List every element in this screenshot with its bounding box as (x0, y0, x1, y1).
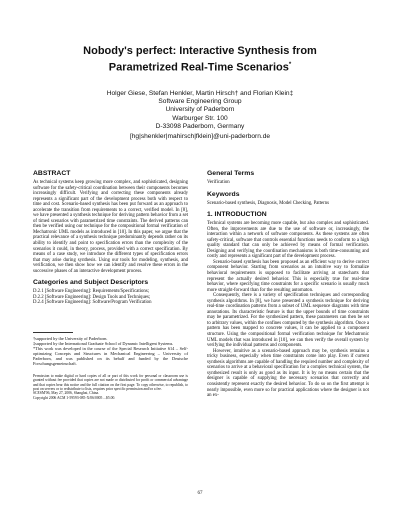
copyright-line: Copyright 2006 ACM 1-59593-085-X/06/0005 ...$5.00. (33, 395, 116, 400)
category-item: D.2.4 [Software Engineering]: Software/Program Verification (33, 300, 152, 306)
permission-notice (33, 374, 188, 400)
footnote: †supported by the University of Paderborn. (33, 336, 108, 342)
category-item: D.2.1 [Software Engineering]: Requirements/Specifications; (33, 289, 150, 295)
category-item: D.2.2 [Software Engineering]: Design Tools and Techniques; (33, 294, 151, 300)
conference-line: SCESM'06, May 27, 2006, Shanghai, China. (33, 391, 100, 396)
title-line-2 (40, 58, 360, 75)
title-line-1: Nobody's perfect: Interactive Synthesis from (83, 45, 317, 57)
page-number: 67 (197, 491, 203, 496)
intro-paragraph: However, intuitive as a scenario-based approach may be, synthesis remains a tricky business, especially when time constraints come into play. Even if current synthesis algorithms are capable of handling the required number and complexity of scenarios to arrive at a behavioral specification for a complex technical system, the synthesized result is only as good as its input. It is by no means certain that the designer is capable of supplying the necessary scenarios that correctly and consistently represent exactly the desired behavior. To do so on the first attempt is nearly impossible, even more so for practical applications where the designer is not an ex- (207, 348, 369, 399)
footnote-rule (33, 332, 73, 333)
footnote: *This work was developed in the course of the Special Research Initiative 614 – Self-optimizing Concepts and Structures in Mechanical Engineering – University of Paderborn, and was published on its behalf and funded by the Deutsche Forschungsgemeinschaft. (33, 346, 188, 367)
author-city: D-33098 Paderborn, Germany (155, 122, 245, 130)
intro-paragraph: Scenario-based synthesis has been proposed as an efficient way to derive correct component behavior. Starting from scenarios as an intuitive way to formalize behavioral requirements is supposed to facilitate arriving at statecharts that represent the actually desired behavior. This is especially true for real-time behavior, where specifying time constraints for a specific scenario is usually much more straight-forward than for the resulting automaton. (207, 259, 369, 293)
abstract-heading: ABSTRACT (33, 170, 71, 177)
paper-title (40, 44, 360, 75)
introduction-heading: 1. INTRODUCTION (207, 211, 267, 219)
keywords-text: Scenario-based synthesis, Diagnosis, Model Checking, Patterns (207, 200, 330, 206)
author-group: Software Engineering Group (158, 98, 242, 106)
author-university: University of Paderborn (165, 106, 235, 114)
author-street: Warburger Str. 100 (172, 114, 228, 122)
title-line-2-text: Parametrized Real-Time Scenarios (108, 61, 289, 74)
categories-heading: Categories and Subject Descriptors (33, 279, 149, 287)
general-terms-text: Verification (207, 180, 230, 185)
intro-paragraph: Technical systems are becoming more capable, but also complex and sophisticated. Often, the improvements are due to the use of software or, increasingly, the interaction within a network of software components. As these systems are often safety-critical, software that controls essential functions needs to conform to a high quality standard that can only be achieved by means of formal verification. Designing and verifying the coordination mechanisms is both time-consuming and costly and represents a significant part of the development process. (207, 221, 369, 260)
author-block (40, 90, 360, 141)
left-column (33, 170, 188, 400)
right-column (207, 170, 369, 399)
intro-paragraph: Consequently, there is a variety of specification techniques and corresponding synthesis algorithms. In [8], we have presented a synthesis technique for deriving real-time coordination patterns from a subset of UML sequence diagrams with time annotations. Its characteristic feature is that the upper bounds of time constraints may be parametrized. For the synthesized pattern, these parameters can then be set to arbitrary values, within the confines computed by the synthesis algorithm. Once a pattern has been mapped to concrete values, it can be applied to a component structure. Using the compositional formal verification technique for Mechatronic UML models that was introduced in [10], we can then verify the overall system by verifying the individual patterns and components. (207, 293, 369, 349)
title-footnote-mark: * (288, 62, 292, 68)
general-terms-heading: General Terms (207, 170, 255, 177)
abstract-text: As technical systems keep growing more complex, and sophisticated, designing software for the safety-critical coordination between their components becomes increasingly difficult. Verifying and correcting these components already represents a significant part of the development process both with respect to time and cost. Scenario-based synthesis has been put forward as an approach to accelerate the transition from requirements to a correct, verified model. In [8], we have presented a synthesis technique for deriving pattern behavior from a set of timed scenarios with parametrized time constraints. The derived patterns can then be verified using our technique for the compositional formal verification of Mechatronic UML models as introduced in [10]. In this paper, we argue that the practical relevance of a synthesis technique predominantly depends rather on its ability to identify and point to specification errors than the complexity of the scenarios it could, in theory, process, provided with a correct specification. By means of a case study, we introduce the different types of specification errors that may arise during synthesis. Using our tools for modeling, synthesis, and verification, we then show how we can identify and resolve these errors in the successive phases of an interactive development process. (33, 180, 188, 274)
permission-text: Permission to make digital or hard copies of all or part of this work for personal or classroom use is granted without fee provided that copies are not made or distributed for profit or commercial advantage and that copies bear this notice and the full citation on the first page. To copy otherwise, to republish, to post on servers or to redistribute to lists, requires prior specific permission and/or a fee. (33, 374, 188, 391)
footnote: ‡supported by the International Graduate School of Dynamic Intelligent Systems. (33, 341, 174, 347)
keywords-heading: Keywords (207, 190, 240, 198)
author-names: Holger Giese, Stefan Henkler, Martin Hirsch† and Florian Klein‡ (106, 90, 294, 97)
author-email: [hg|shenkler|mahirsch|fklein]@uni-paderborn.de (129, 133, 271, 141)
categories-list (33, 289, 188, 306)
